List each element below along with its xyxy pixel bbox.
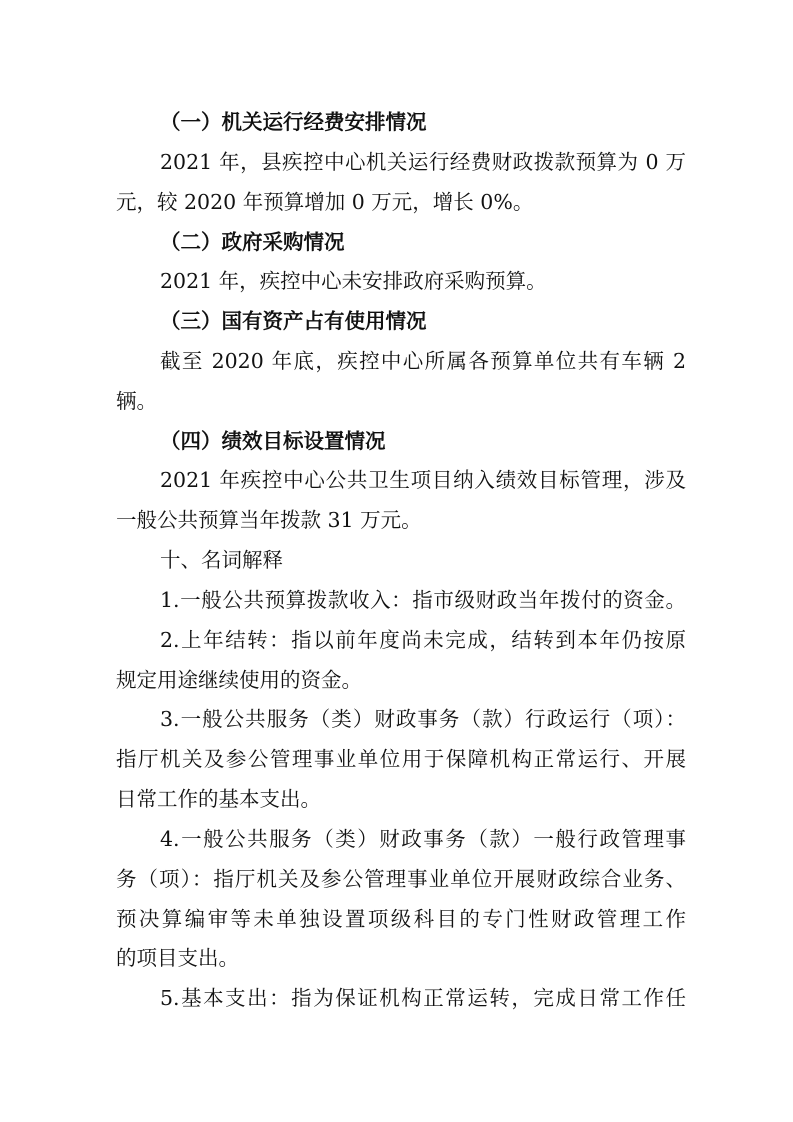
paragraph-line: 日常工作的基本支出。	[116, 787, 321, 811]
section-heading-4: （四）绩效目标设置情况	[160, 429, 386, 453]
section-heading-3: （三）国有资产占有使用情况	[160, 309, 427, 333]
paragraph-line: 截至 2020 年底，疾控中心所属各预算单位共有车辆 2	[160, 349, 686, 373]
paragraph-line: 2021 年疾控中心公共卫生项目纳入绩效目标管理，涉及	[160, 468, 686, 492]
paragraph-line: 预决算编审等未单独设置项级科目的专门性财政管理工作	[116, 907, 686, 931]
paragraph-line: 规定用途继续使用的资金。	[116, 668, 362, 692]
paragraph-line: 的项目支出。	[116, 946, 239, 970]
paragraph-line: 指厅机关及参公管理事业单位用于保障机构正常运行、开展	[116, 747, 686, 771]
paragraph-line: 2021 年，疾控中心未安排政府采购预算。	[160, 269, 547, 293]
paragraph-line: 一般公共预算当年拨款 31 万元。	[116, 508, 422, 532]
glossary-item-4: 4.一般公共服务（类）财政事务（款）一般行政管理事	[160, 827, 686, 851]
glossary-item-1: 1.一般公共预算拨款收入：指市级财政当年拨付的资金。	[160, 588, 686, 612]
glossary-item-5: 5.基本支出：指为保证机构正常运转，完成日常工作任	[160, 986, 686, 1010]
paragraph-line: 务（项）：指厅机关及参公管理事业单位开展财政综合业务、	[116, 867, 686, 891]
glossary-item-2: 2.上年结转：指以前年度尚未完成，结转到本年仍按原	[160, 628, 686, 652]
paragraph-line: 辆。	[116, 389, 157, 413]
paragraph-line: 元，较 2020 年预算增加 0 万元，增长 0%。	[116, 190, 534, 214]
glossary-item-3: 3.一般公共服务（类）财政事务（款）行政运行（项）：	[160, 707, 686, 731]
section-heading-2: （二）政府采购情况	[160, 230, 345, 254]
section-heading-1: （一）机关运行经费安排情况	[160, 110, 427, 134]
paragraph-line: 2021 年，县疾控中心机关运行经费财政拨款预算为 0 万	[160, 150, 686, 174]
glossary-heading: 十、名词解释	[160, 548, 283, 572]
